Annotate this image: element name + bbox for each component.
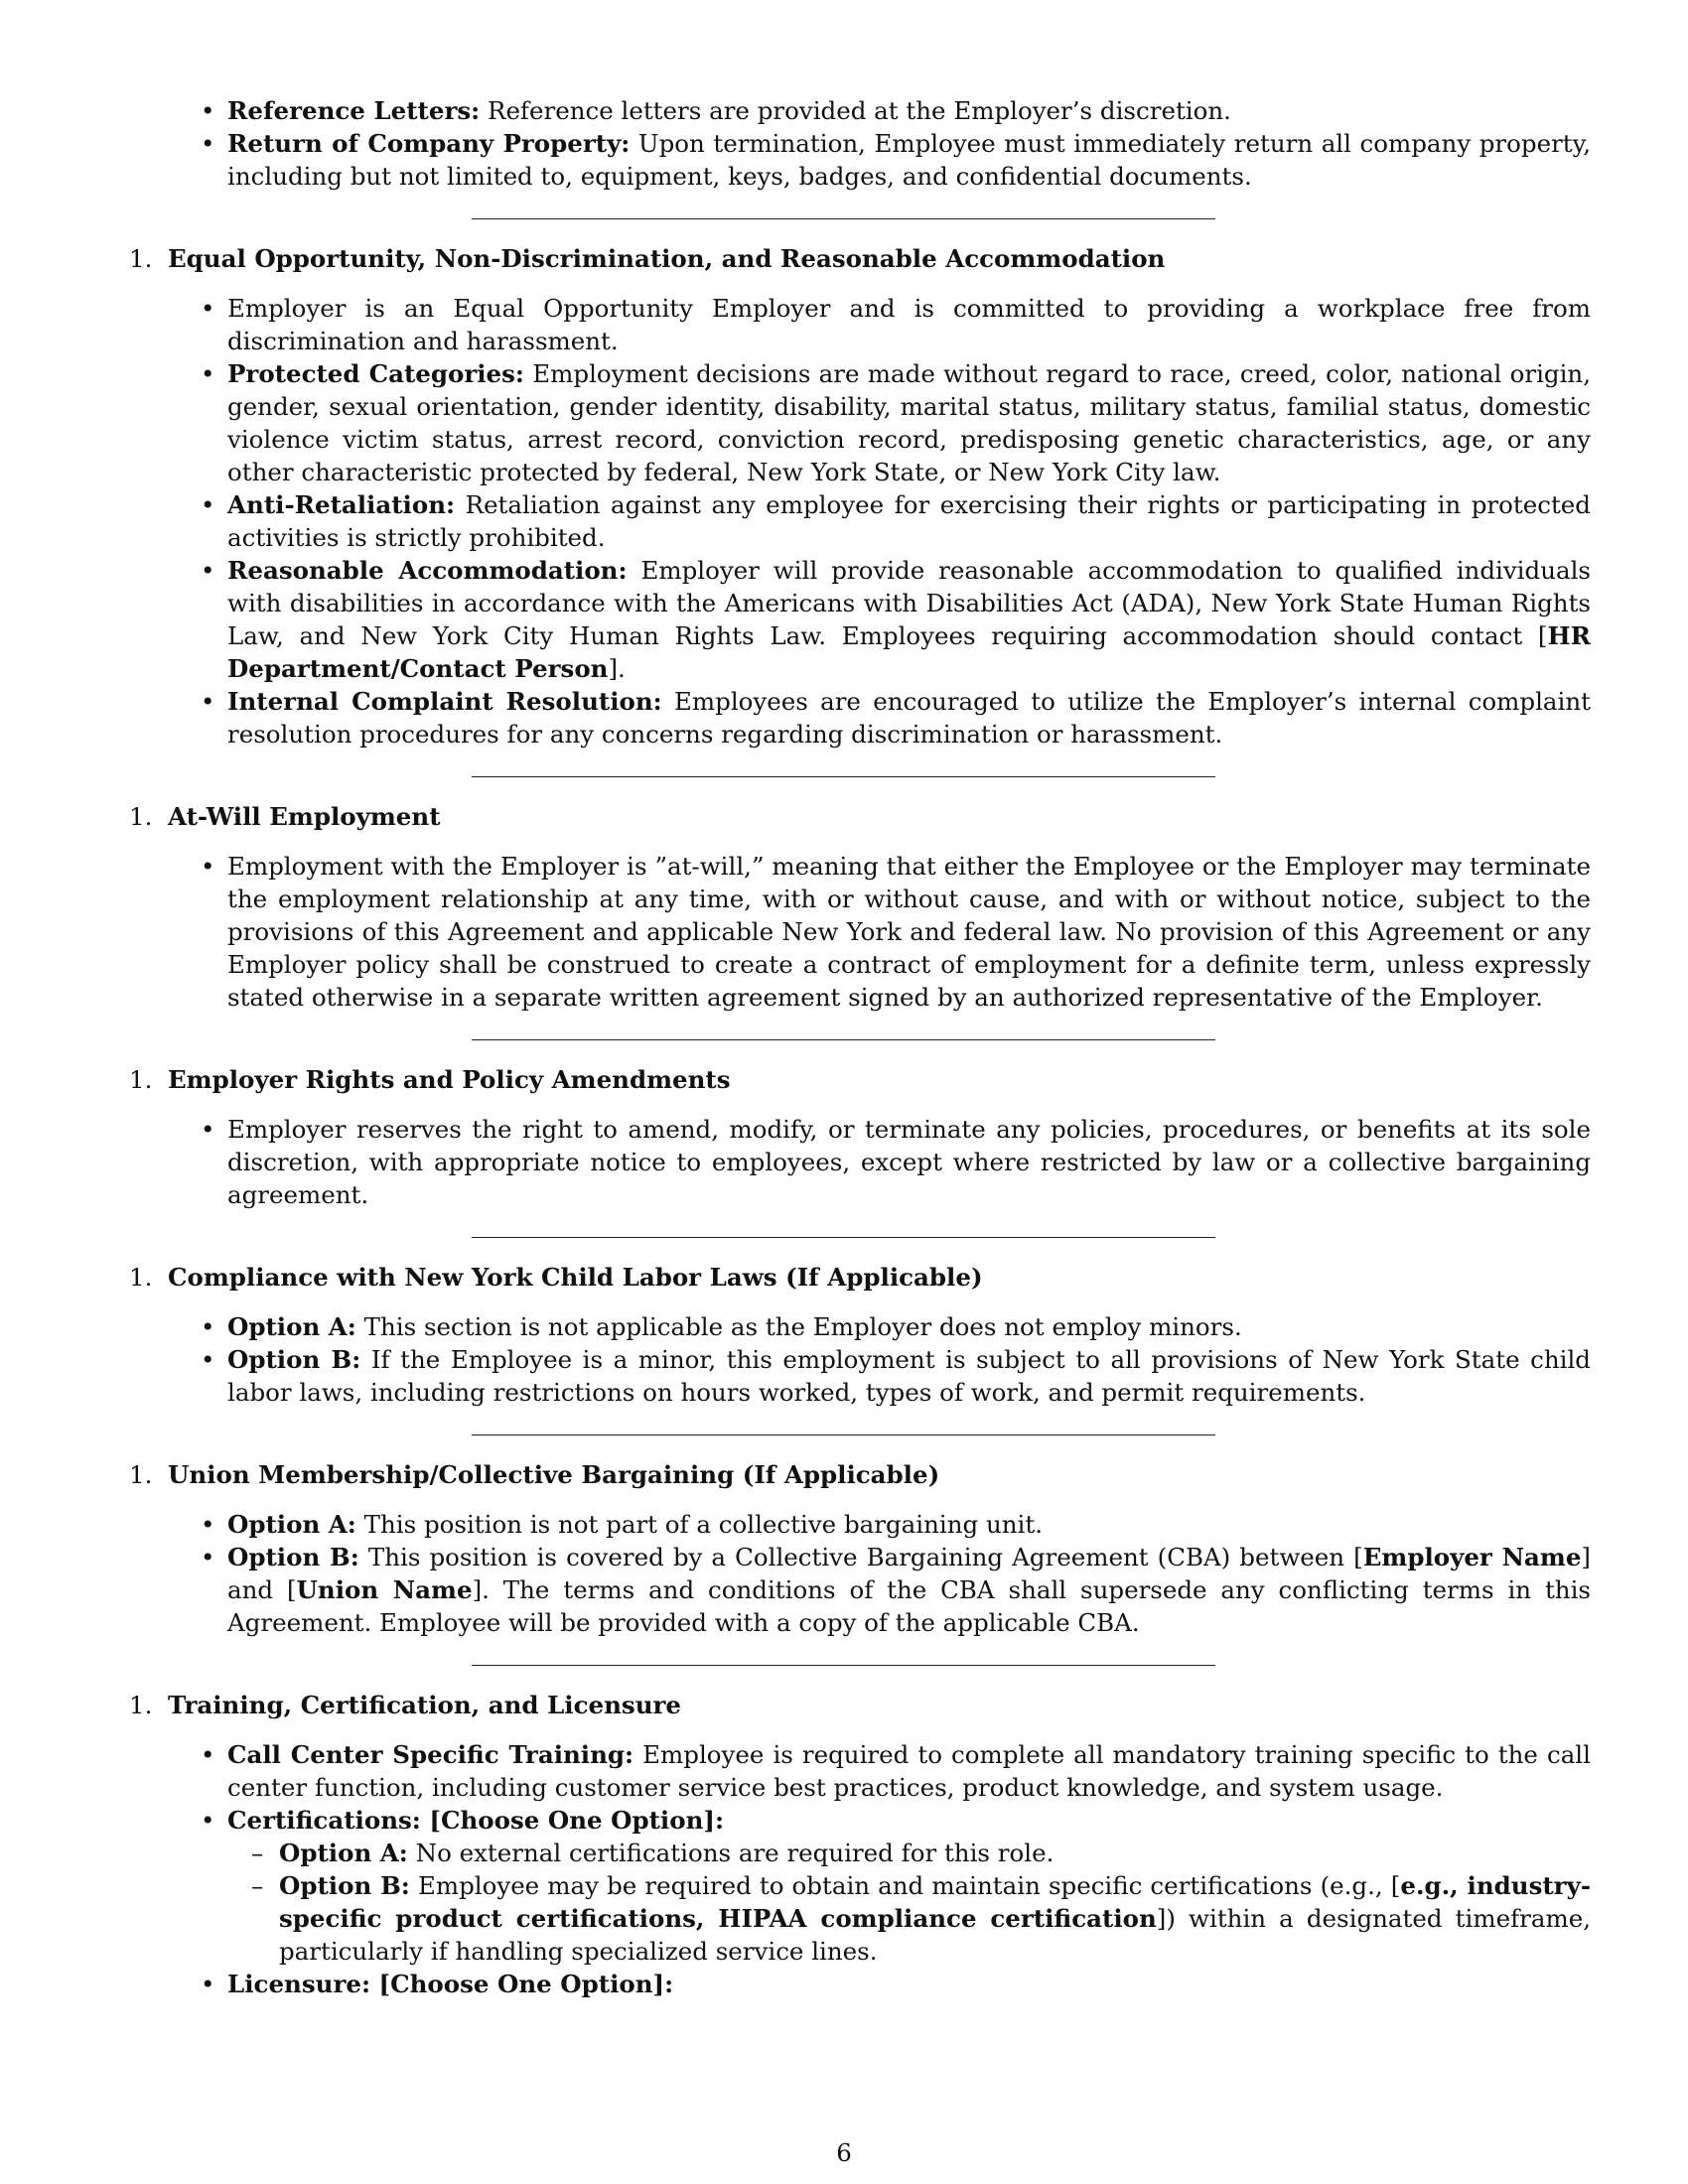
section-divider (472, 218, 1215, 219)
union-list (129, 1508, 1591, 1639)
equal-opportunity-list (129, 292, 1591, 751)
list-item: • Protected Categories: Employment decisions are made without regard to race, creed, color, national origin, gender, sexual orientation, gender identity, disability, marital status, military status, familial status, domestic violence victim status, arrest record, conviction record, predisposing genetic characteristics, age, or any other characteristic protected by federal, New York State, or New York City law. (129, 357, 1591, 488)
training-list (129, 1738, 1591, 2000)
at-will-list (129, 850, 1591, 1014)
list-item: • Option A: This section is not applicable as the Employer does not employ minors. (129, 1310, 1591, 1343)
section-divider (472, 1434, 1215, 1435)
list-item: • Employer reserves the right to amend, modify, or terminate any policies, procedures, or benefits at its sole discretion, with appropriate notice to employees, except where restricted by law or a collective bargaining agreement. (129, 1113, 1591, 1211)
section-divider (472, 776, 1215, 777)
list-item: • Call Center Specific Training: Employee is required to complete all mandatory training specific to the call center function, including customer service best practices, product knowledge, and system usage. (129, 1738, 1591, 1804)
list-item: • Return of Company Property: Upon termination, Employee must immediately return all company property, including but not limited to, equipment, keys, badges, and confidential documents. (129, 127, 1591, 193)
list-item: • Option B: If the Employee is a minor, this employment is subject to all provisions of New York State child labor laws, including restrictions on hours worked, types of work, and permit requirements. (129, 1343, 1591, 1409)
list-item: • Option B: This position is covered by a Collective Bargaining Agreement (CBA) between [Employer Name] and [Union Name]. The terms and conditions of the CBA shall supersede any conflicting terms in this Agreement. Employee will be provided with a copy of the applicable CBA. (129, 1541, 1591, 1639)
list-item: • Employer is an Equal Opportunity Employer and is committed to providing a workplace free from discrimination and harassment. (129, 292, 1591, 357)
section-divider (472, 1039, 1215, 1040)
section-heading-training: 1. Training, Certification, and Licensure (129, 1691, 682, 1719)
list-item: • Licensure: [Choose One Option]: (129, 1968, 1591, 2000)
list-item: • Anti-Retaliation: Retaliation against any employee for exercising their rights or participating in protected activities is strictly prohibited. (129, 488, 1591, 554)
section-heading-equal-opportunity: 1. Equal Opportunity, Non-Discrimination, and Reasonable Accommodation (129, 244, 1166, 273)
section-heading-union: 1. Union Membership/Collective Bargaining (If Applicable) (129, 1460, 940, 1489)
termination-items-list (129, 94, 1591, 193)
section-divider (472, 1665, 1215, 1666)
list-item: • Internal Complaint Resolution: Employees are encouraged to utilize the Employer’s internal complaint resolution procedures for any concerns regarding discrimination or harassment. (129, 685, 1591, 751)
section-heading-at-will: 1. At-Will Employment (129, 802, 441, 831)
list-item: • Option A: This position is not part of a collective bargaining unit. (129, 1508, 1591, 1541)
list-item: • Reference Letters: Reference letters are provided at the Employer’s discretion. (129, 94, 1591, 127)
list-item: – Option A: No external certifications are required for this role. (227, 1837, 1591, 1869)
page-number: 6 (836, 2138, 852, 2167)
list-item: • Certifications: [Choose One Option]: – Option A: No external certifications are required for this role. – Option B: Employee may be required to obtain and maintain specific certifications (e.g., [e.g., industry-specific product certifications, HIPAA compliance certification]) within a designated timeframe, particularly if handling specialized service lines. (129, 1804, 1591, 1968)
child-labor-list (129, 1310, 1591, 1409)
certification-options-list (227, 1837, 1591, 1968)
list-item: • Reasonable Accommodation: Employer will provide reasonable accommodation to qualified individuals with disabilities in accordance with the Americans with Disabilities Act (ADA), New York State Human Rights Law, and New York City Human Rights Law. Employees requiring accommodation should contact [HR Department/Contact Person]. (129, 554, 1591, 685)
section-heading-child-labor: 1. Compliance with New York Child Labor Laws (If Applicable) (129, 1263, 983, 1292)
section-heading-employer-rights: 1. Employer Rights and Policy Amendments (129, 1065, 731, 1094)
employer-rights-list (129, 1113, 1591, 1211)
list-item: • Employment with the Employer is ”at-will,” meaning that either the Employee or the Employer may terminate the employment relationship at any time, with or without cause, and with or without notice, subject to the provisions of this Agreement and applicable New York and federal law. No provision of this Agreement or any Employer policy shall be construed to create a contract of employment for a definite term, unless expressly stated otherwise in a separate written agreement signed by an authorized representative of the Employer. (129, 850, 1591, 1014)
list-item: – Option B: Employee may be required to obtain and maintain specific certifications (e.g., [e.g., industry-specific product certifications, HIPAA compliance certification]) within a designated timeframe, particularly if handling specialized service lines. (227, 1869, 1591, 1968)
section-divider (472, 1237, 1215, 1238)
